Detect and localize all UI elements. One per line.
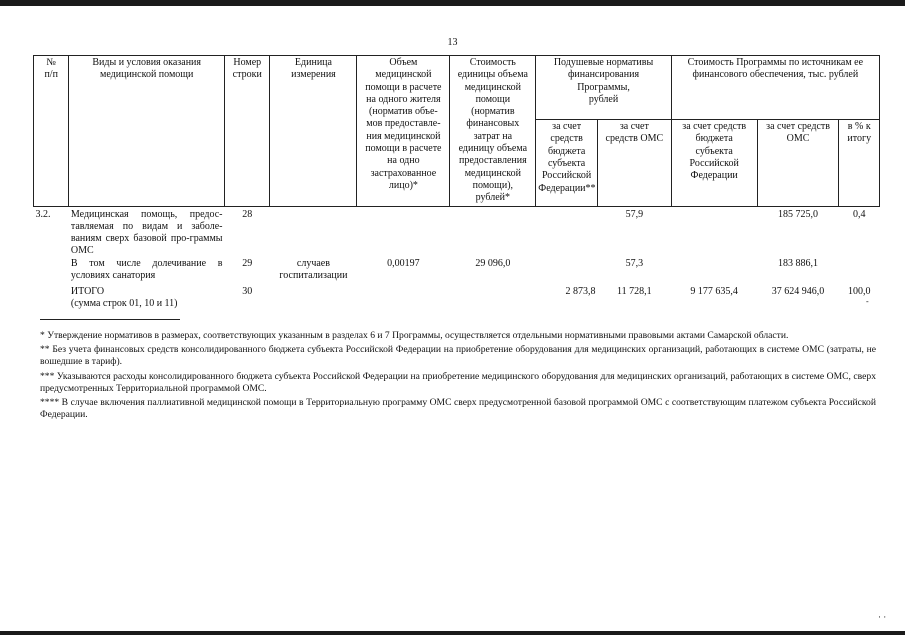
header-kind: Виды и условия оказания медицинской помощи xyxy=(69,56,225,207)
row-kind: Медицинская помощь, предос-тавляемая по видам и заболе-ваниям сверх базовой про-граммы ОМС xyxy=(70,208,223,257)
footnote-1: * Утверждение нормативов в размерах, соответствующих указанным в разделах 6 и 7 Программы, осуществляется отдельными нормативными правовыми актами Самарской области. xyxy=(40,330,789,341)
row-unit xyxy=(270,286,357,314)
page-number: 13 xyxy=(447,37,458,48)
table-row-total xyxy=(34,286,880,314)
row-num xyxy=(34,286,69,314)
row-kind: ИТОГО (сумма строк 01, 10 и 11) xyxy=(70,285,178,310)
footnote-2: ** Без учета финансовых средств консолидированного бюджета субъекта Российской Федерации на приобретение оборудования для медицинских организаций, работающих в системе ОМС (затраты, не вошедшие в тариф). xyxy=(40,344,876,368)
row-pc-oms: 11 728,1 xyxy=(617,285,652,297)
table-row xyxy=(34,258,880,286)
row-pr-oms: 37 624 946,0 xyxy=(771,285,825,297)
row-num xyxy=(34,258,69,286)
row-pr-pct: 0,4 xyxy=(852,208,866,220)
row-num: 3.2. xyxy=(35,208,51,220)
row-number: 28 xyxy=(242,208,253,220)
row-number: 29 xyxy=(242,257,253,269)
row-pr-oms: 185 725,0 xyxy=(778,208,819,220)
footnote-3: *** Указываются расходы консолидированного бюджета субъекта Российской Федерации на приобретение медицинского оборудования для медицинских организаций, работающих в системе ОМС, сверх предусмотренных Территориальной программой ОМС. xyxy=(40,370,876,394)
row-volume: 0,00197 xyxy=(387,257,420,269)
row-kind: В том числе долечивание в условиях санатория xyxy=(70,257,223,282)
row-volume xyxy=(357,286,450,314)
table-header xyxy=(34,56,880,207)
header-pr-oms: за счет средств ОМС xyxy=(757,120,839,206)
row-volume xyxy=(357,206,450,258)
row-pr-pct xyxy=(839,258,880,286)
header-pc-oms: за счет средств ОМС xyxy=(597,120,671,206)
header-unit: Единица измерения xyxy=(270,56,357,207)
row-pr-pct: 100,0 xyxy=(847,285,871,297)
header-num: № п/п xyxy=(34,56,69,207)
stray-corner-mark: · · xyxy=(878,612,887,622)
header-row-number: Номер строки xyxy=(225,56,270,207)
header-per-capita: Подушевые нормативы финансирования Программы, рублей xyxy=(536,56,671,120)
row-unit-cost xyxy=(450,206,536,258)
row-unit-cost: 29 096,0 xyxy=(475,257,511,269)
header-program-cost: Стоимость Программы по источникам ее финансового обеспечения, тыс. рублей xyxy=(671,56,879,120)
scan-border-bottom xyxy=(0,631,905,635)
row-pc-budget xyxy=(536,258,598,286)
row-pr-budget xyxy=(671,258,757,286)
header-pc-budget: за счет средств бюджета субъекта Российской Федерации** xyxy=(536,120,598,206)
row-unit: случаев госпитализации xyxy=(279,257,348,282)
stray-dash-mark: - xyxy=(866,297,869,306)
row-pr-budget: 9 177 635,4 xyxy=(690,285,738,297)
header-pr-budget: за счет средств бюджета субъекта Российской Федерации xyxy=(671,120,757,206)
program-cost-table xyxy=(33,55,880,314)
footnotes xyxy=(40,330,876,423)
row-pc-budget xyxy=(536,206,598,258)
footnote-rule xyxy=(40,319,180,320)
row-unit-cost xyxy=(450,286,536,314)
footnote-4: **** В случае включения паллиативной медицинской помощи в Территориальную программу ОМС сверх предусмотренной базовой программой ОМС с соответствующим платежом субъекта Российской Федерации. xyxy=(40,397,876,421)
row-unit xyxy=(270,206,357,258)
row-pc-oms: 57,9 xyxy=(625,208,644,220)
row-pc-budget: 2 873,8 xyxy=(565,285,596,297)
header-unit-cost: Стоимость единицы объема медицинской помощи (норматив финансовых затрат на единицу объема предоставления медицинской помощи), рублей* xyxy=(450,56,536,207)
table-row xyxy=(34,206,880,258)
scan-border-top xyxy=(0,0,905,6)
header-pr-pct: в % к итогу xyxy=(839,120,880,206)
row-pr-budget xyxy=(671,206,757,258)
row-number: 30 xyxy=(242,285,253,297)
header-volume: Объем медицинской помощи в расчете на одного жителя (норматив объе- мов предоставле- ния медицинской помощи в расчете на одно застрахованное лицо)* xyxy=(357,56,450,207)
row-pr-oms: 183 886,1 xyxy=(778,257,819,269)
row-pc-oms: 57,3 xyxy=(625,257,644,269)
table-body xyxy=(34,206,880,314)
